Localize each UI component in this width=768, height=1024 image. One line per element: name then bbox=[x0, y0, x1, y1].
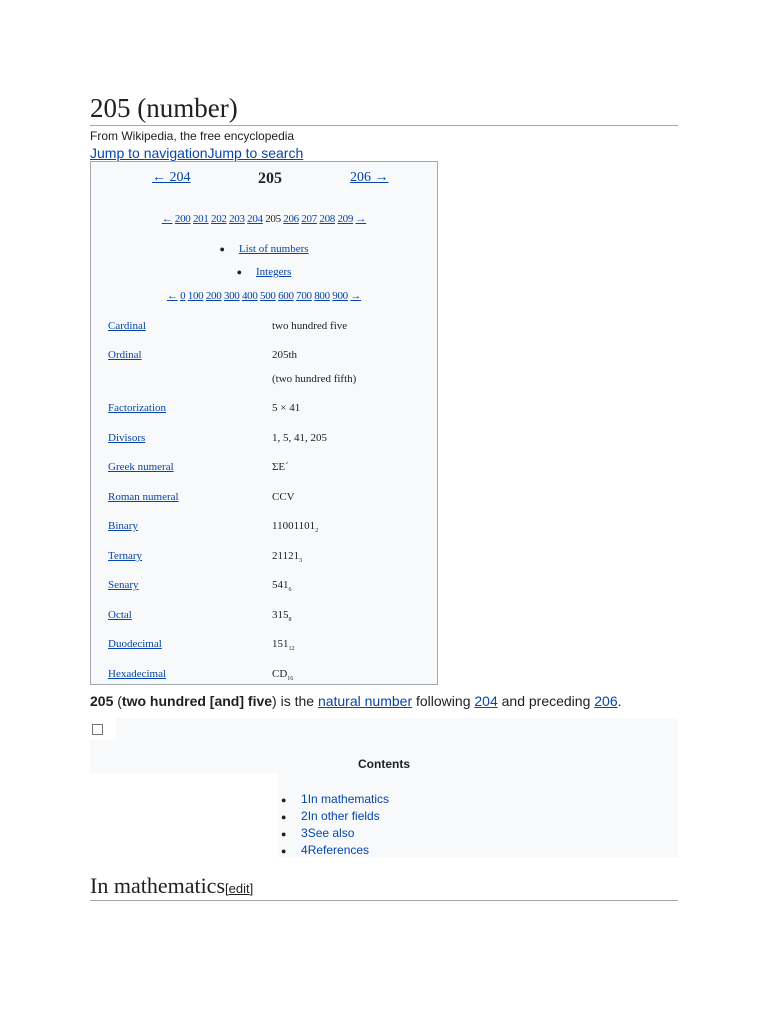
bullet-icon: ● bbox=[281, 829, 287, 839]
toc-item-label[interactable]: See also bbox=[307, 826, 355, 840]
range-link[interactable]: 209 bbox=[337, 213, 354, 225]
divisors-value: 1, 5, 41, 205 bbox=[272, 432, 327, 444]
toc-item[interactable] bbox=[281, 825, 389, 842]
range-link[interactable]: 800 bbox=[314, 290, 330, 302]
bullet-icon: ● bbox=[281, 795, 287, 805]
list-of-numbers-link[interactable]: List of numbers bbox=[238, 243, 309, 255]
range-link[interactable]: 204 bbox=[247, 213, 263, 225]
toc-item-number: 1 bbox=[301, 792, 308, 806]
number-206-link[interactable]: 206 bbox=[594, 693, 618, 709]
toc-list bbox=[281, 791, 389, 859]
duodecimal-value: $151_{12}$ bbox=[272, 638, 295, 653]
range-current: 205 bbox=[265, 213, 281, 225]
range-link[interactable]: 600 bbox=[278, 290, 294, 302]
toc-item-number: 4 bbox=[301, 843, 308, 857]
range-link[interactable]: 203 bbox=[229, 213, 245, 225]
lead-text: ( bbox=[113, 693, 122, 709]
bullet-icon: ● bbox=[281, 812, 287, 822]
jump-to-search-link[interactable]: Jump to search bbox=[207, 145, 304, 161]
range-link[interactable]: 400 bbox=[241, 290, 258, 302]
binary-value: $11001101_2$ bbox=[272, 520, 319, 535]
current-number: 205 bbox=[258, 170, 282, 187]
bullet-icon: ● bbox=[219, 244, 225, 254]
factorization-value: 5 × 41 bbox=[272, 402, 301, 414]
roman-numeral-link[interactable]: Roman numeral bbox=[108, 491, 179, 503]
range-link[interactable]: ← bbox=[166, 290, 178, 302]
bullet-icon: ● bbox=[281, 846, 287, 856]
hexadecimal-value: $CD_{16}$ bbox=[272, 668, 294, 683]
ordinal-value-words: (two hundred fifth) bbox=[272, 373, 357, 385]
edit-section-link[interactable]: edit bbox=[228, 881, 250, 896]
toc-item-label[interactable]: In other fields bbox=[307, 809, 380, 823]
range-link[interactable]: → bbox=[350, 290, 362, 302]
factorization-link[interactable]: Factorization bbox=[108, 402, 167, 414]
range-link[interactable]: 201 bbox=[192, 213, 209, 225]
greek-numeral-link[interactable]: Greek numeral bbox=[108, 461, 174, 473]
section-title: In mathematics bbox=[90, 873, 226, 898]
ternary-link[interactable]: Ternary bbox=[108, 550, 143, 562]
range-link[interactable]: 206 bbox=[283, 213, 299, 225]
toc-item[interactable] bbox=[281, 791, 389, 808]
senary-link[interactable]: Senary bbox=[108, 579, 139, 591]
lead-text: . bbox=[617, 693, 622, 709]
edit-bracket: ] bbox=[249, 881, 254, 896]
range-link[interactable]: 500 bbox=[260, 290, 276, 302]
toc-item-number: 2 bbox=[301, 809, 308, 823]
range-link[interactable]: 300 bbox=[223, 290, 240, 302]
list-item bbox=[91, 243, 437, 255]
duodecimal-link[interactable]: Duodecimal bbox=[108, 638, 162, 650]
range-link[interactable]: ← bbox=[161, 213, 173, 225]
lead-text: ) is the bbox=[272, 693, 318, 709]
range-link[interactable]: 207 bbox=[301, 213, 317, 225]
hundreds-range-nav bbox=[91, 290, 437, 302]
integers-link[interactable]: Integers bbox=[256, 266, 292, 278]
greek-numeral-value: ΣΕ´ bbox=[272, 461, 289, 473]
jump-to-navigation-link[interactable]: Jump to navigation bbox=[90, 145, 208, 161]
lead-bold-number: 205 bbox=[90, 693, 114, 709]
binary-link[interactable]: Binary bbox=[108, 520, 138, 532]
number-204-link[interactable]: 204 bbox=[474, 693, 498, 709]
jump-links bbox=[90, 145, 303, 161]
range-link[interactable]: 700 bbox=[296, 290, 312, 302]
lead-bold-words: two hundred [and] five bbox=[121, 693, 273, 709]
range-link[interactable]: 900 bbox=[332, 290, 348, 302]
toc-toggle-checkbox[interactable] bbox=[92, 724, 103, 735]
hexadecimal-link[interactable]: Hexadecimal bbox=[108, 668, 167, 680]
lead-text: following bbox=[412, 693, 475, 709]
range-link[interactable]: → bbox=[355, 213, 367, 225]
range-link[interactable]: 0 bbox=[180, 290, 186, 302]
toc-item-number: 3 bbox=[301, 826, 308, 840]
toc-item[interactable] bbox=[281, 842, 389, 859]
range-link[interactable]: 208 bbox=[319, 213, 336, 225]
range-link[interactable]: 100 bbox=[187, 290, 204, 302]
octal-link[interactable]: Octal bbox=[108, 609, 132, 621]
toc-item[interactable] bbox=[281, 808, 389, 825]
lead-paragraph bbox=[90, 692, 690, 710]
infobox bbox=[90, 161, 438, 685]
toc-item-label[interactable]: In mathematics bbox=[307, 792, 390, 806]
octal-value: $315_8$ bbox=[272, 609, 292, 624]
cardinal-value: two hundred five bbox=[272, 320, 348, 332]
roman-numeral-value: CCV bbox=[272, 491, 295, 503]
ordinal-value: 205th bbox=[272, 349, 298, 361]
edit-bracket: [ bbox=[225, 881, 229, 896]
bullet-icon: ● bbox=[236, 267, 242, 277]
lead-text: and preceding bbox=[497, 693, 595, 709]
toc-item-label[interactable]: References bbox=[307, 843, 370, 857]
table-of-contents bbox=[90, 718, 678, 857]
ordinal-link[interactable]: Ordinal bbox=[108, 349, 142, 361]
previous-number-link[interactable]: ← 204 bbox=[152, 170, 191, 185]
range-link[interactable]: 200 bbox=[174, 213, 191, 225]
list-item bbox=[91, 266, 437, 278]
number-range-nav bbox=[91, 213, 437, 225]
next-number-link[interactable]: 206 → bbox=[350, 170, 389, 185]
natural-number-link[interactable]: natural number bbox=[317, 693, 413, 709]
range-link[interactable]: 200 bbox=[205, 290, 222, 302]
range-link[interactable]: 202 bbox=[211, 213, 227, 225]
tagline: From Wikipedia, the free encyclopedia bbox=[90, 129, 295, 143]
page-title: 205 (number) bbox=[90, 92, 678, 126]
divisors-link[interactable]: Divisors bbox=[108, 432, 146, 444]
cardinal-link[interactable]: Cardinal bbox=[108, 320, 146, 332]
toc-title: Contents bbox=[358, 757, 410, 771]
toc-blank-area bbox=[90, 773, 278, 857]
senary-value: $541_6$ bbox=[272, 579, 292, 594]
ternary-value: $21121_3$ bbox=[272, 550, 303, 565]
section-heading bbox=[90, 873, 678, 901]
